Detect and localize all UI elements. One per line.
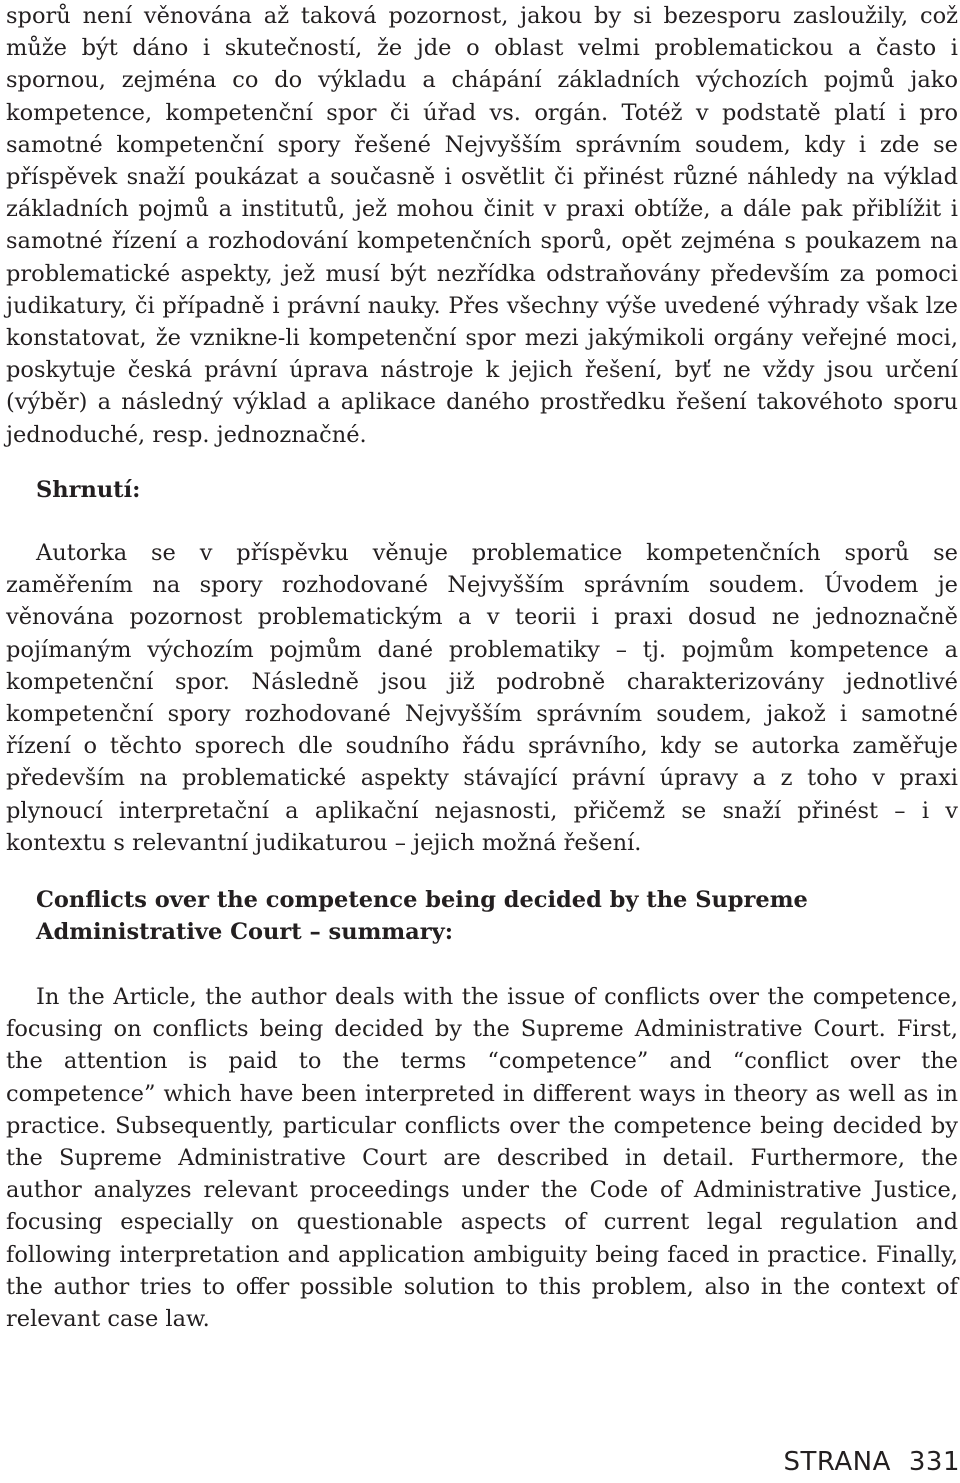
page-footer xyxy=(783,1447,960,1477)
summary-en-text: In the Article, the author deals with the issue of conflicts over the competence, focusing on conflicts being decided by the Supreme Administrative Court. First, the attention is paid to the terms “competence” and “conflict over the competence” which have been interpreted in different ways in theory as well as in practice. Subsequently, particular conflicts over the competence being decided by the Supreme Administrative Court are described in detail. Furthermore, the author analyzes relevant proceedings under the Code of Administrative Justice, focusing especially on questionable aspects of current legal regulation and following interpretation and application ambiguity being faced in practice. Finally, the author tries to offer possible solution to this problem, also in the context of relevant case law. xyxy=(6,984,958,1333)
summary-cz-text: Autorka se v příspěvku věnuje problematice kompetenčních sporů se zaměřením na spory rozhodované Nejvyšším správním soudem. Úvodem je věnována pozornost problematickým a v teorii i praxi dosud ne jednoznačně pojímaným výchozím pojmům dané problematiky – tj. pojmům kompetence a kompetenční spor. Následně jsou již podrobně charakterizovány jednotlivé kompetenční spory rozhodované Nejvyšším správním soudem, jakož i samotné řízení o těchto sporech dle soudního řádu správního, kdy se autorka zaměřuje především na problematické aspekty stávající právní úpravy a z toho v praxi plynoucí interpretační a aplikační nejasnosti, přičemž se snaží přinést – i v kontextu s relevantní judikaturou – jejich možná řešení. xyxy=(6,540,958,856)
page-number: 331 xyxy=(908,1447,960,1477)
summary-en-heading: Conflicts over the competence being decided by the Supreme Administrative Court – summary: xyxy=(36,887,808,946)
footer-label: STRANA xyxy=(783,1447,891,1477)
body-paragraph: sporů není věnována až taková pozornost, jakou by si bezesporu zasloužily, což může být dáno i skutečností, že jde o oblast velmi problematickou a často i spornou, zejména co do výkladu a chápání základních výchozích pojmů jako kompetence, kompetenční spor či úřad vs. orgán. Totéž v podstatě platí i pro samotné kompetenční spory řešené Nejvyšším správním soudem, kdy i zde se příspěvek snaží poukázat a současně i osvětlit či přinést různé náhledy na výklad základních pojmů a institutů, jež mohou činit v praxi obtíže, a dále pak přiblížit i samotné řízení a rozhodování kompetenčních sporů, opět zejména s poukazem na problematické aspekty, jež musí být nezřídka odstraňovány především za pomoci judikatury, či případně i právní nauky. Přes všechny výše uvedené výhrady však lze konstatovat, že vznikne-li kompetenční spor mezi jakýmikoli orgány veřejné moci, poskytuje česká právní úprava nástroje k jejich řešení, byť ne vždy jsou určení (výběr) a následný výklad a aplikace daného prostředku řešení takovéhoto sporu jednoduché, resp. jednoznačné. xyxy=(6,3,958,448)
summary-cz-heading: Shrnutí: xyxy=(36,477,141,503)
